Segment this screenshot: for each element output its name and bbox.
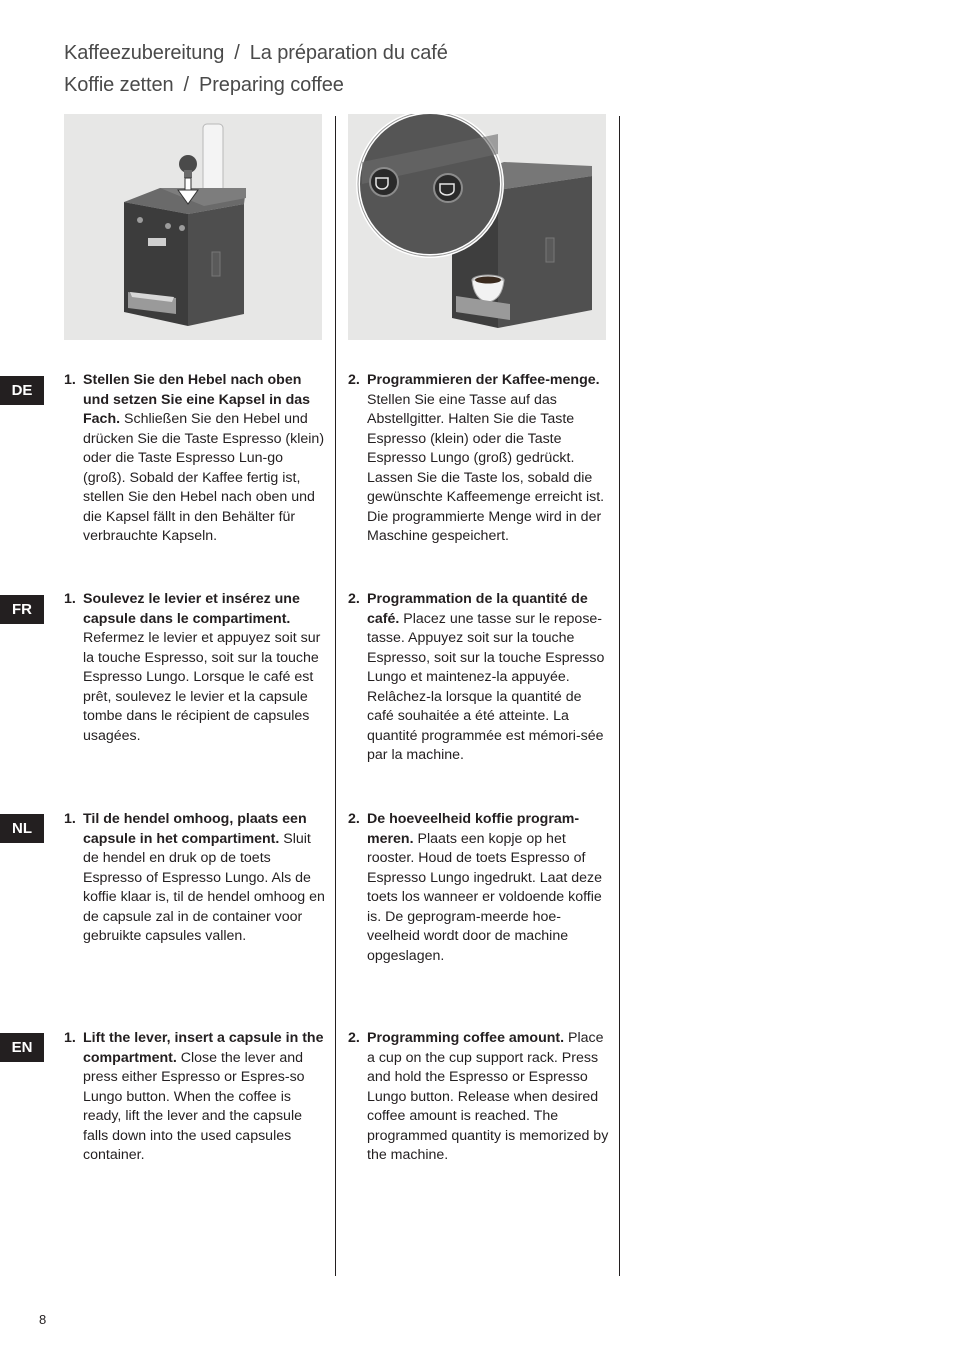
- title-separator: /: [234, 42, 240, 64]
- coffee-machine-lever-icon: [64, 114, 322, 340]
- step-heading: Soulevez le levier et insérez une capsule dans le compartiment.: [83, 591, 300, 627]
- column-divider-1: [335, 116, 336, 1276]
- title-separator: /: [183, 74, 189, 96]
- step-number: 2.: [348, 1030, 360, 1046]
- step-heading: Programmation de la quantité de café.: [367, 591, 588, 627]
- step-heading: Til de hendel omhoog, plaats een capsule in het compartiment.: [83, 811, 307, 847]
- step-text: Placez une tasse sur le repose-tasse. Appuyez soit sur la touche Espresso, soit sur la touche Espresso Lungo et maintenez-la appuyée. Relâchez-la lorsque la quantité de café souhaitée a été atteinte. La quantité programmée est mémori-sée par la machine.: [367, 610, 605, 763]
- title-de: Kaffeezubereitung: [64, 42, 225, 64]
- step-heading: Stellen Sie den Hebel nach oben und setzen Sie eine Kapsel in das Fach.: [83, 372, 311, 427]
- step-2-en: [348, 1029, 610, 1166]
- lang-tab-fr: FR: [0, 595, 44, 624]
- illustration-program-coffee: [348, 114, 606, 340]
- lang-tab-en: EN: [0, 1033, 44, 1062]
- step-text: Place a cup on the cup support rack. Press and hold the Espresso or Espresso Lungo button. Release when desired coffee amount is reached. The programmed quantity is memorized by the machine.: [367, 1030, 609, 1163]
- step-heading: De hoeveelheid koffie program-meren.: [367, 811, 580, 847]
- step-number: 2.: [348, 591, 360, 607]
- step-text: Close the lever and press either Espresso or Espres-so Lungo button. When the coffee is ready, lift the lever and the capsule falls down into the used capsules container.: [83, 1049, 305, 1163]
- step-2-nl: [348, 810, 610, 966]
- step-text: Stellen Sie eine Tasse auf das Abstellgitter. Halten Sie die Taste Espresso (klein) oder die Taste Espresso Lungo (groß) gedrückt. Lassen Sie die Taste los, sobald die gewünschte Kaffeemenge erreicht ist. Die programmierte Menge wird in der Maschine gespeichert.: [367, 391, 605, 544]
- step-2-fr: [348, 590, 610, 766]
- step-number: 2.: [348, 372, 360, 388]
- step-1-de: [64, 371, 326, 547]
- step-text: Refermez le levier et appuyez soit sur la touche Espresso, soit sur la touche Espresso Lungo. Lorsque le café est prêt, soulevez le levier et la capsule tombe dans le récipient de capsules usagées.: [83, 630, 321, 744]
- step-heading: Programming coffee amount.: [367, 1030, 565, 1046]
- page-title-line-2: [64, 74, 344, 97]
- step-number: 1.: [64, 372, 76, 388]
- step-number: 2.: [348, 811, 360, 827]
- step-heading: Lift the lever, insert a capsule in the compartment.: [83, 1030, 324, 1066]
- step-number: 1.: [64, 1030, 76, 1046]
- title-en: Preparing coffee: [199, 74, 344, 96]
- coffee-machine-cup-icon: [348, 114, 606, 340]
- column-divider-2: [619, 116, 620, 1276]
- lang-tab-de: DE: [0, 376, 44, 405]
- page-number: 8: [39, 1312, 47, 1327]
- step-text: Sluit de hendel en druk op de toets Espresso of Espresso Lungo. Als de koffie klaar is, til de hendel omhoog en de capsule zal in de container voor gebruikte capsules vallen.: [83, 830, 325, 944]
- illustration-insert-capsule: [64, 114, 322, 340]
- step-2-de: [348, 371, 610, 547]
- step-number: 1.: [64, 591, 76, 607]
- title-fr: La préparation du café: [249, 42, 448, 64]
- step-1-fr: [64, 590, 326, 746]
- step-heading: Programmieren der Kaffee-menge.: [367, 372, 600, 388]
- step-1-en: [64, 1029, 326, 1166]
- lang-tab-nl: NL: [0, 814, 44, 843]
- step-number: 1.: [64, 811, 76, 827]
- step-text: Schließen Sie den Hebel und drücken Sie die Taste Espresso (klein) oder die Taste Espresso Lun-go (groß). Sobald der Kaffee fertig ist, stellen Sie den Hebel nach oben und die Kapsel fällt in den Behälter für verbrauchte Kapseln.: [83, 411, 325, 544]
- title-nl: Koffie zetten: [64, 74, 174, 96]
- step-1-nl: [64, 810, 326, 947]
- page-title-line-1: [64, 42, 448, 65]
- step-text: Plaats een kopje op het rooster. Houd de toets Espresso of Espresso Lungo ingedrukt. Laat deze toets los wanneer er voldoende koffie is. De geprogram-meerde hoe-veelheid wordt door de machine opgeslagen.: [367, 830, 603, 964]
